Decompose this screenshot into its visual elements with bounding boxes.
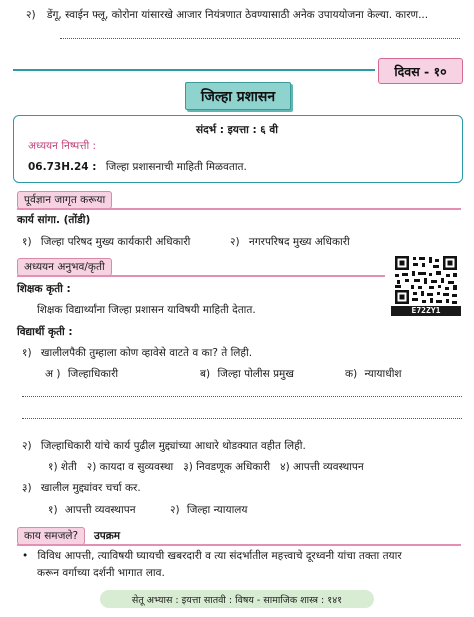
- answer-line: [22, 396, 462, 397]
- activity-label: उपक्रम: [94, 530, 121, 542]
- outcome-code: 06.73H.24 :: [28, 161, 97, 173]
- chapter-title: जिल्हा प्रशासन: [185, 82, 291, 110]
- activity-bullet-text: विविध आपत्ती, त्याविषयी घ्यायची खबरदारी व त्या संदर्भातील महत्त्वाचे दूरध्वनी यांचा तक्ता तयार: [37, 550, 402, 562]
- q1-option-a-num: अ ): [45, 368, 61, 380]
- prior-item-2: [230, 235, 350, 249]
- question-1-text: खालीलपैकी तुम्हाला कोण व्हावेसे वाटते व का? ते लिही.: [40, 347, 253, 359]
- qr-code[interactable]: [391, 254, 461, 316]
- q3-point-2-text: जिल्हा न्यायालय: [186, 504, 248, 516]
- q1-option-c-num: क): [345, 368, 358, 380]
- day-badge: दिवस - १०: [378, 58, 463, 84]
- q3-point-1-num: १): [48, 504, 58, 516]
- prior-item-2-text: नगरपरिषद मुख्य अधिकारी: [248, 236, 350, 248]
- bullet-icon: •: [22, 550, 29, 562]
- top-item: [26, 8, 428, 22]
- qr-code-image: [391, 254, 461, 306]
- question-2-num: २): [22, 440, 32, 452]
- question-1: [22, 346, 252, 360]
- q1-option-b-num: ब): [200, 368, 211, 380]
- section-rule: [17, 208, 461, 210]
- q1-option-c-text: न्यायाधीश: [364, 368, 402, 380]
- question-2-text: जिल्हाधिकारी यांचे कार्य पुढील मुद्द्यांच्या आधारे थोडक्यात वहीत लिही.: [40, 440, 306, 452]
- section-rule: [17, 544, 461, 546]
- q1-option-b: [200, 367, 294, 381]
- understanding-tag: काय समजले?: [17, 527, 85, 545]
- outcome-text: जिल्हा प्रशासनाची माहिती मिळवतात.: [105, 161, 247, 173]
- q1-option-c: [345, 367, 402, 381]
- outcome-line: [28, 160, 247, 174]
- divider: [13, 69, 375, 71]
- teacher-text: शिक्षक विद्यार्थ्यांना जिल्हा प्रशासन याविषयी माहिती देतात.: [37, 304, 256, 316]
- prior-knowledge-tag: पूर्वज्ञान जागृत करूया: [17, 191, 112, 209]
- activity-bullet: [22, 549, 402, 563]
- top-item-text: डेंगू, स्वाईन फ्लू, कोरोना यांसारखे आजार नियंत्रणात ठेवण्यासाठी अनेक उपाययोजना केल्या. कारण...: [46, 9, 429, 21]
- answer-line: [60, 38, 460, 39]
- student-heading: विद्यार्थी कृती :: [17, 326, 73, 338]
- activity-bullet-cont: करून वर्गाच्या दर्शनी भागात लाव.: [37, 567, 165, 579]
- page-footer: सेतू अभ्यास : इयत्ता सातवी : विषय - सामाजिक शास्त्र : १४१: [100, 590, 374, 608]
- prior-task: कार्य सांगा. (तोंडी): [17, 214, 91, 226]
- q3-point-2-num: २): [170, 504, 180, 516]
- question-3-num: ३): [22, 482, 32, 494]
- learning-tag: अध्ययन अनुभव/कृती: [17, 258, 112, 276]
- prior-item-1: [22, 235, 190, 249]
- outcome-heading: अध्ययन निष्पत्ती :: [28, 140, 97, 152]
- qr-code-label: E72ZY1: [391, 306, 461, 316]
- q3-point-1: [48, 503, 136, 517]
- q1-option-b-text: जिल्हा पोलीस प्रमुख: [217, 368, 294, 380]
- q1-option-a-text: जिल्हाधिकारी: [67, 368, 119, 380]
- question-2: [22, 439, 306, 453]
- section-rule: [17, 275, 385, 277]
- question-3: [22, 481, 141, 495]
- prior-item-1-text: जिल्हा परिषद मुख्य कार्यकारी अधिकारी: [40, 236, 191, 248]
- q3-point-2: [170, 503, 248, 517]
- q2-points: १) शेती २) कायदा व सुव्यवस्था ३) निवडणूक अधिकारी ४) आपत्ती व्यवस्थापन: [48, 461, 364, 473]
- prior-item-2-num: २): [230, 236, 240, 248]
- q3-point-1-text: आपत्ती व्यवस्थापन: [64, 504, 136, 516]
- question-3-text: खालील मुद्द्यांवर चर्चा कर.: [40, 482, 141, 494]
- teacher-heading: शिक्षक कृती :: [17, 283, 71, 295]
- reference: संदर्भ : इयत्ता : ६ वी: [196, 124, 278, 136]
- answer-line: [22, 418, 462, 419]
- prior-item-1-num: १): [22, 236, 32, 248]
- top-item-number: २): [26, 9, 36, 21]
- question-1-num: १): [22, 347, 32, 359]
- q1-option-a: [45, 367, 118, 381]
